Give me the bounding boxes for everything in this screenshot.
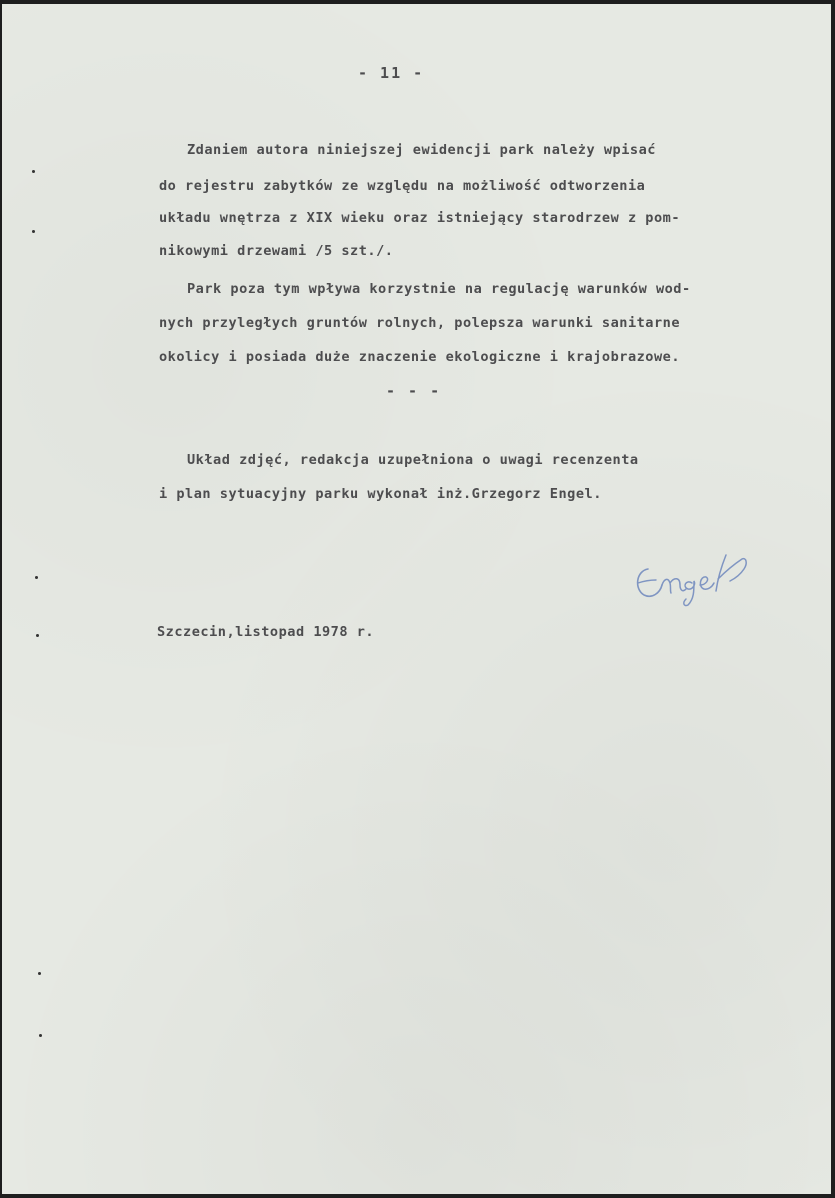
punch-hole-mark — [35, 576, 38, 579]
punch-hole-mark — [32, 170, 35, 173]
punch-hole-mark — [39, 1034, 42, 1037]
punch-hole-mark — [38, 972, 41, 975]
place-and-date: Szczecin,listopad 1978 r. — [157, 624, 375, 640]
paragraph1-line: do rejestru zabytków ze względu na możliwość odtworzenia — [159, 178, 646, 194]
paragraph1-line: nikowymi drzewami /5 szt./. — [159, 243, 394, 259]
punch-hole-mark — [32, 230, 35, 233]
punch-hole-mark — [36, 634, 39, 637]
note-line: Układ zdjęć, redakcja uzupełniona o uwagi recenzenta — [187, 452, 639, 468]
paragraph2-line: Park poza tym wpływa korzystnie na regulację warunków wod- — [187, 281, 691, 297]
note-line: i plan sytuacyjny parku wykonał inż.Grzegorz Engel. — [159, 486, 602, 502]
paragraph1-line: Zdaniem autora niniejszej ewidencji park należy wpisać — [187, 142, 656, 158]
paragraph2-line: nych przyległych gruntów rolnych, polepsza warunki sanitarne — [159, 315, 681, 331]
page-number: - 11 - — [358, 64, 425, 82]
paragraph2-line: okolicy i posiada duże znaczenie ekologiczne i krajobrazowe. — [159, 349, 681, 365]
handwritten-signature — [630, 549, 770, 609]
paragraph1-line: układu wnętrza z XIX wieku oraz istniejący starodrzew z pom- — [159, 210, 681, 226]
section-separator: - - - — [386, 382, 442, 400]
document-page — [2, 4, 831, 1194]
